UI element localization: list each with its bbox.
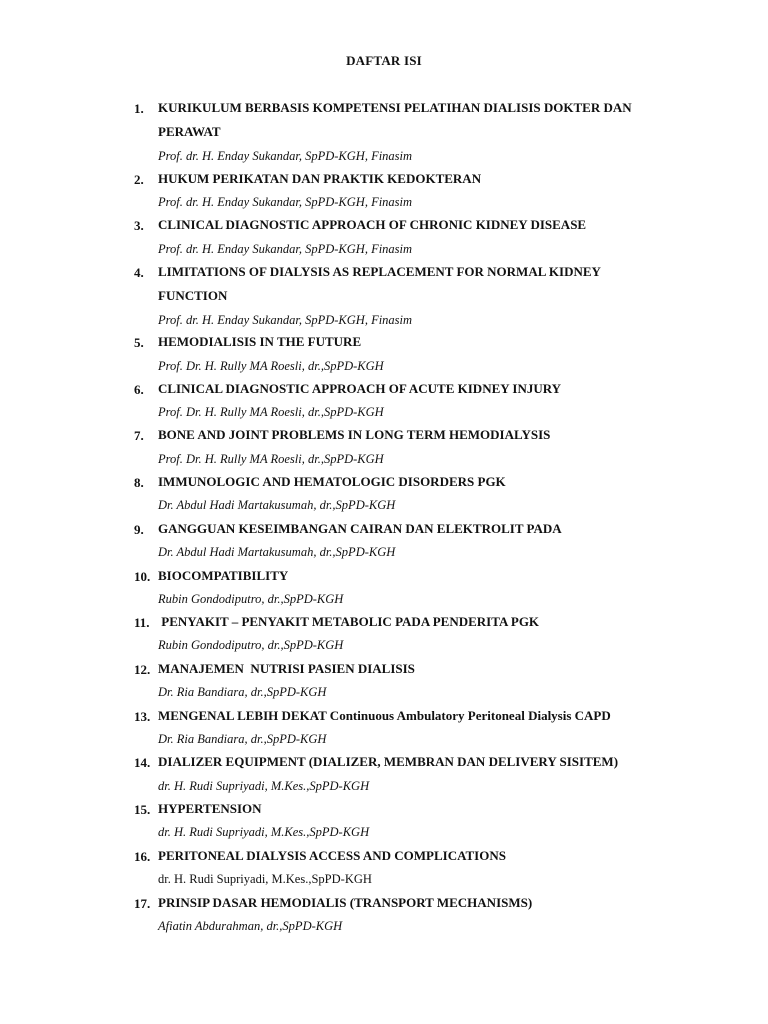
- entry-number: 1.: [134, 101, 144, 116]
- entry-author: Rubin Gondodiputro, dr.,SpPD-KGH: [158, 592, 344, 606]
- entry-title: MENGENAL LEBIH DEKAT Continuous Ambulatory Peritoneal Dialysis CAPD: [158, 708, 611, 723]
- entry-title: GANGGUAN KESEIMBANGAN CAIRAN DAN ELEKTROLIT PADA: [158, 521, 562, 536]
- entry-author: Prof. dr. H. Enday Sukandar, SpPD-KGH, Finasim: [158, 149, 413, 163]
- entry-title: BIOCOMPATIBILITY: [158, 568, 289, 583]
- entry-title: HUKUM PERIKATAN DAN PRAKTIK KEDOKTERAN: [158, 171, 482, 186]
- entry-title: PERITONEAL DIALYSIS ACCESS AND COMPLICATIONS: [158, 848, 506, 863]
- entry-number: 10.: [134, 569, 151, 584]
- entry-author: dr. H. Rudi Supriyadi, M.Kes.,SpPD-KGH: [158, 872, 372, 886]
- entry-number: 2.: [134, 172, 144, 187]
- entry-title: IMMUNOLOGIC AND HEMATOLOGIC DISORDERS PGK: [158, 474, 506, 489]
- entry-author: Prof. Dr. H. Rully MA Roesli, dr.,SpPD-KGH: [158, 359, 384, 373]
- entry-title: KURIKULUM BERBASIS KOMPETENSI PELATIHAN DIALISIS DOKTER DAN PERAWAT: [158, 100, 632, 139]
- entry-number: 12.: [134, 662, 151, 677]
- entry-author: Rubin Gondodiputro, dr.,SpPD-KGH: [158, 638, 344, 652]
- entry-author: Afiatin Abdurahman, dr.,SpPD-KGH: [158, 919, 343, 933]
- entry-number: 16.: [134, 849, 151, 864]
- entry-title: DIALIZER EQUIPMENT (DIALIZER, MEMBRAN DAN DELIVERY SISITEM): [158, 754, 619, 769]
- entry-number: 15.: [134, 802, 151, 817]
- entry-title: HEMODIALISIS IN THE FUTURE: [158, 334, 362, 349]
- entry-number: 11.: [134, 615, 150, 630]
- entry-author: Prof. dr. H. Enday Sukandar, SpPD-KGH, Finasim: [158, 195, 413, 209]
- entry-title: CLINICAL DIAGNOSTIC APPROACH OF CHRONIC KIDNEY DISEASE: [158, 217, 587, 232]
- entry-author: Dr. Abdul Hadi Martakusumah, dr.,SpPD-KGH: [158, 498, 396, 512]
- entry-author: dr. H. Rudi Supriyadi, M.Kes.,SpPD-KGH: [158, 779, 370, 793]
- entry-number: 5.: [134, 335, 144, 350]
- entry-author: Dr. Ria Bandiara, dr.,SpPD-KGH: [158, 685, 327, 699]
- entry-number: 7.: [134, 428, 144, 443]
- entry-number: 4.: [134, 265, 144, 280]
- entry-author: Dr. Ria Bandiara, dr.,SpPD-KGH: [158, 732, 327, 746]
- page-title: DAFTAR ISI: [346, 53, 422, 68]
- entry-number: 14.: [134, 755, 151, 770]
- entry-number: 6.: [134, 382, 144, 397]
- entry-author: dr. H. Rudi Supriyadi, M.Kes.,SpPD-KGH: [158, 825, 370, 839]
- entry-title: HYPERTENSION: [158, 801, 262, 816]
- entry-number: 13.: [134, 709, 151, 724]
- entry-number: 8.: [134, 475, 144, 490]
- entry-number: 17.: [134, 896, 151, 911]
- entry-title: LIMITATIONS OF DIALYSIS AS REPLACEMENT FOR NORMAL KIDNEY FUNCTION: [158, 264, 601, 303]
- entry-title: BONE AND JOINT PROBLEMS IN LONG TERM HEMODIALYSIS: [158, 427, 551, 442]
- entry-title: CLINICAL DIAGNOSTIC APPROACH OF ACUTE KIDNEY INJURY: [158, 381, 562, 396]
- entry-author: Prof. Dr. H. Rully MA Roesli, dr.,SpPD-KGH: [158, 405, 384, 419]
- entry-title: MANAJEMEN NUTRISI PASIEN DIALISIS: [158, 661, 415, 676]
- entry-author: Prof. dr. H. Enday Sukandar, SpPD-KGH, Finasim: [158, 242, 413, 256]
- entry-number: 3.: [134, 218, 144, 233]
- entry-title: PENYAKIT – PENYAKIT METABOLIC PADA PENDERITA PGK: [158, 614, 540, 629]
- entry-author: Dr. Abdul Hadi Martakusumah, dr.,SpPD-KGH: [158, 545, 396, 559]
- entry-author: Prof. dr. H. Enday Sukandar, SpPD-KGH, Finasim: [158, 313, 413, 327]
- entry-title: PRINSIP DASAR HEMODIALIS (TRANSPORT MECHANISMS): [158, 895, 533, 910]
- entry-author: Prof. Dr. H. Rully MA Roesli, dr.,SpPD-KGH: [158, 452, 384, 466]
- entry-number: 9.: [134, 522, 144, 537]
